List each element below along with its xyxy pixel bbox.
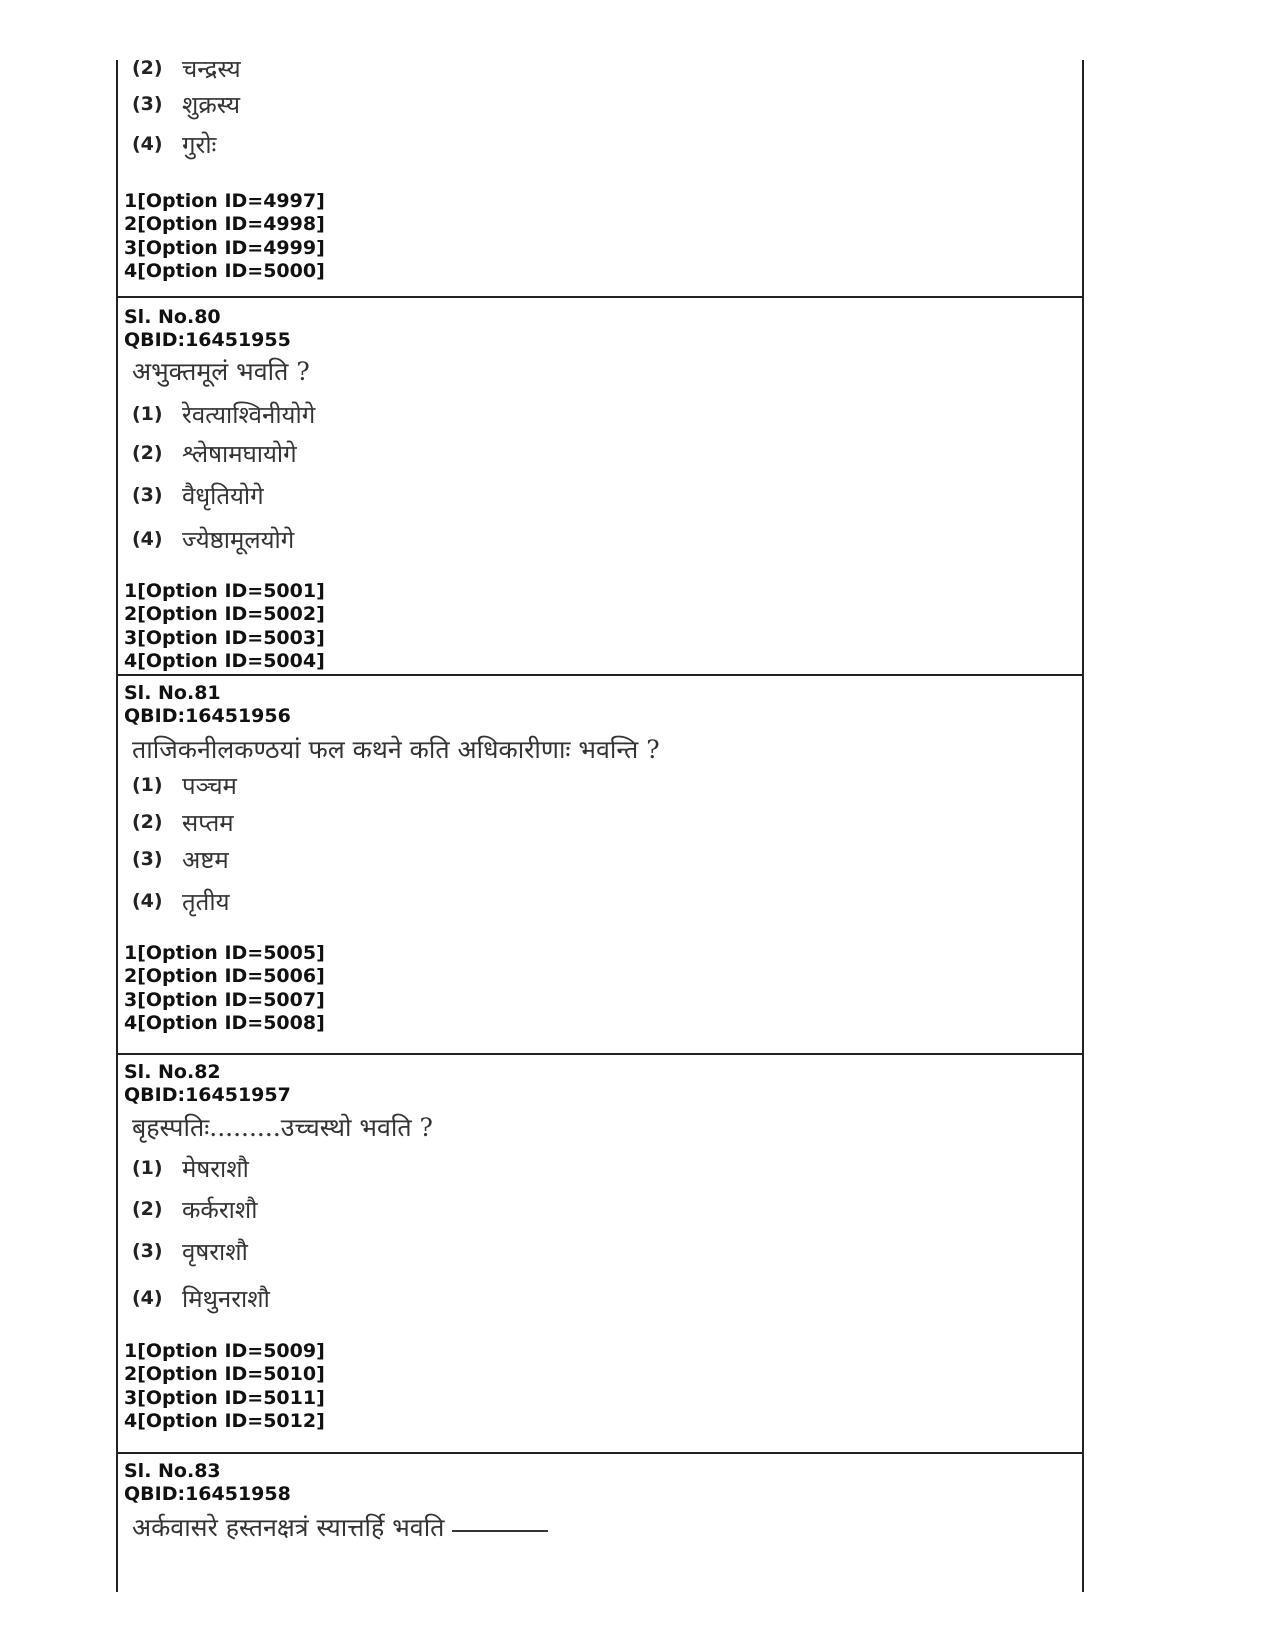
option-number: (4): [132, 528, 163, 550]
qbid: QBID:16451957: [124, 1084, 291, 1106]
option-id: 4[Option ID=5012]: [124, 1409, 325, 1432]
option-text: श्लेषामघायोगे: [182, 439, 297, 468]
option-item: [132, 806, 234, 838]
option-id: 3[Option ID=5007]: [124, 988, 325, 1011]
serial-number: Sl. No.82: [124, 1061, 221, 1083]
option-id: 2[Option ID=4998]: [124, 213, 325, 236]
qbid: QBID:16451955: [124, 329, 291, 351]
serial-number: Sl. No.80: [124, 306, 221, 328]
option-item: [132, 128, 216, 160]
qbid: QBID:16451956: [124, 705, 291, 727]
question-text: अभुक्तमूलं भवति ?: [132, 357, 310, 386]
option-number: (3): [132, 848, 163, 870]
option-number: (3): [132, 1240, 163, 1262]
option-item: [132, 1235, 248, 1267]
question-79-block: [118, 54, 1082, 296]
option-id-list: [124, 190, 325, 283]
question-table: [116, 54, 1084, 1592]
question-text: ताजिकनीलकण्ठयां फल कथने कति अधिकारीणाः भवन्ति ?: [132, 735, 660, 764]
option-id: 3[Option ID=5011]: [124, 1386, 325, 1409]
question-text: अर्कवासरे हस्तनक्षत्रं स्यात्तर्हि भवति: [132, 1513, 445, 1542]
option-number: (4): [132, 1287, 163, 1309]
option-id: 2[Option ID=5006]: [124, 965, 325, 988]
option-text: गुरोः: [182, 130, 217, 159]
option-id-list: [124, 580, 325, 673]
option-text: ज्येष्ठामूलयोगे: [182, 525, 295, 554]
option-number: (1): [132, 774, 163, 796]
option-id: 1[Option ID=5005]: [124, 942, 325, 964]
option-text: कर्कराशौ: [182, 1195, 258, 1224]
option-number: (3): [132, 484, 163, 506]
option-id: 4[Option ID=5004]: [124, 649, 325, 672]
option-text: चन्द्रस्य: [182, 54, 241, 83]
option-number: (4): [132, 133, 163, 155]
option-number: (2): [132, 1198, 163, 1220]
option-item: [132, 398, 315, 430]
option-text: रेवत्याश्विनीयोगे: [182, 400, 316, 429]
option-id: 1[Option ID=4997]: [124, 190, 325, 212]
question-82-block: [118, 1053, 1082, 1454]
option-text: शुक्रस्य: [182, 90, 241, 119]
option-item: [132, 523, 294, 555]
question-80-block: [118, 296, 1082, 676]
option-number: (2): [132, 811, 163, 833]
option-number: (1): [132, 1157, 163, 1179]
option-id-list: [124, 1340, 325, 1433]
question-text-line: [132, 1510, 548, 1544]
option-text: मेषराशौ: [182, 1154, 249, 1183]
option-item: [132, 885, 230, 917]
option-id: 2[Option ID=5002]: [124, 603, 325, 626]
option-text: पञ्चम: [182, 771, 237, 800]
question-81-block: [118, 674, 1082, 1055]
option-item: [132, 1152, 249, 1184]
option-id: 1[Option ID=5001]: [124, 580, 325, 602]
question-83-block: [118, 1452, 1082, 1594]
option-id: 3[Option ID=4999]: [124, 236, 325, 259]
qbid: QBID:16451958: [124, 1483, 291, 1505]
option-id: 4[Option ID=5008]: [124, 1011, 325, 1034]
option-item: [132, 52, 241, 84]
option-item: [132, 437, 297, 469]
answer-blank: [452, 1530, 548, 1532]
option-id: 4[Option ID=5000]: [124, 259, 325, 282]
option-number: (3): [132, 93, 163, 115]
serial-number: Sl. No.81: [124, 682, 221, 704]
option-number: (1): [132, 403, 163, 425]
option-item: [132, 479, 264, 511]
option-item: [132, 88, 240, 120]
option-item: [132, 843, 229, 875]
option-id: 3[Option ID=5003]: [124, 626, 325, 649]
option-id-list: [124, 942, 325, 1035]
option-item: [132, 769, 237, 801]
option-number: (2): [132, 442, 163, 464]
option-item: [132, 1282, 270, 1314]
question-text: बृहस्पतिः.........उच्चस्थो भवति ?: [132, 1113, 433, 1142]
option-text: वृषराशौ: [182, 1237, 248, 1266]
option-text: सप्तम: [182, 808, 234, 837]
option-text: वैधृतियोगे: [182, 481, 264, 510]
option-text: मिथुनराशौ: [182, 1284, 270, 1313]
option-text: अष्टम: [182, 845, 229, 874]
option-id: 2[Option ID=5010]: [124, 1363, 325, 1386]
option-text: तृतीय: [182, 887, 230, 916]
option-item: [132, 1193, 257, 1225]
option-id: 1[Option ID=5009]: [124, 1340, 325, 1362]
serial-number: Sl. No.83: [124, 1460, 221, 1482]
option-number: (4): [132, 890, 163, 912]
option-number: (2): [132, 57, 163, 79]
